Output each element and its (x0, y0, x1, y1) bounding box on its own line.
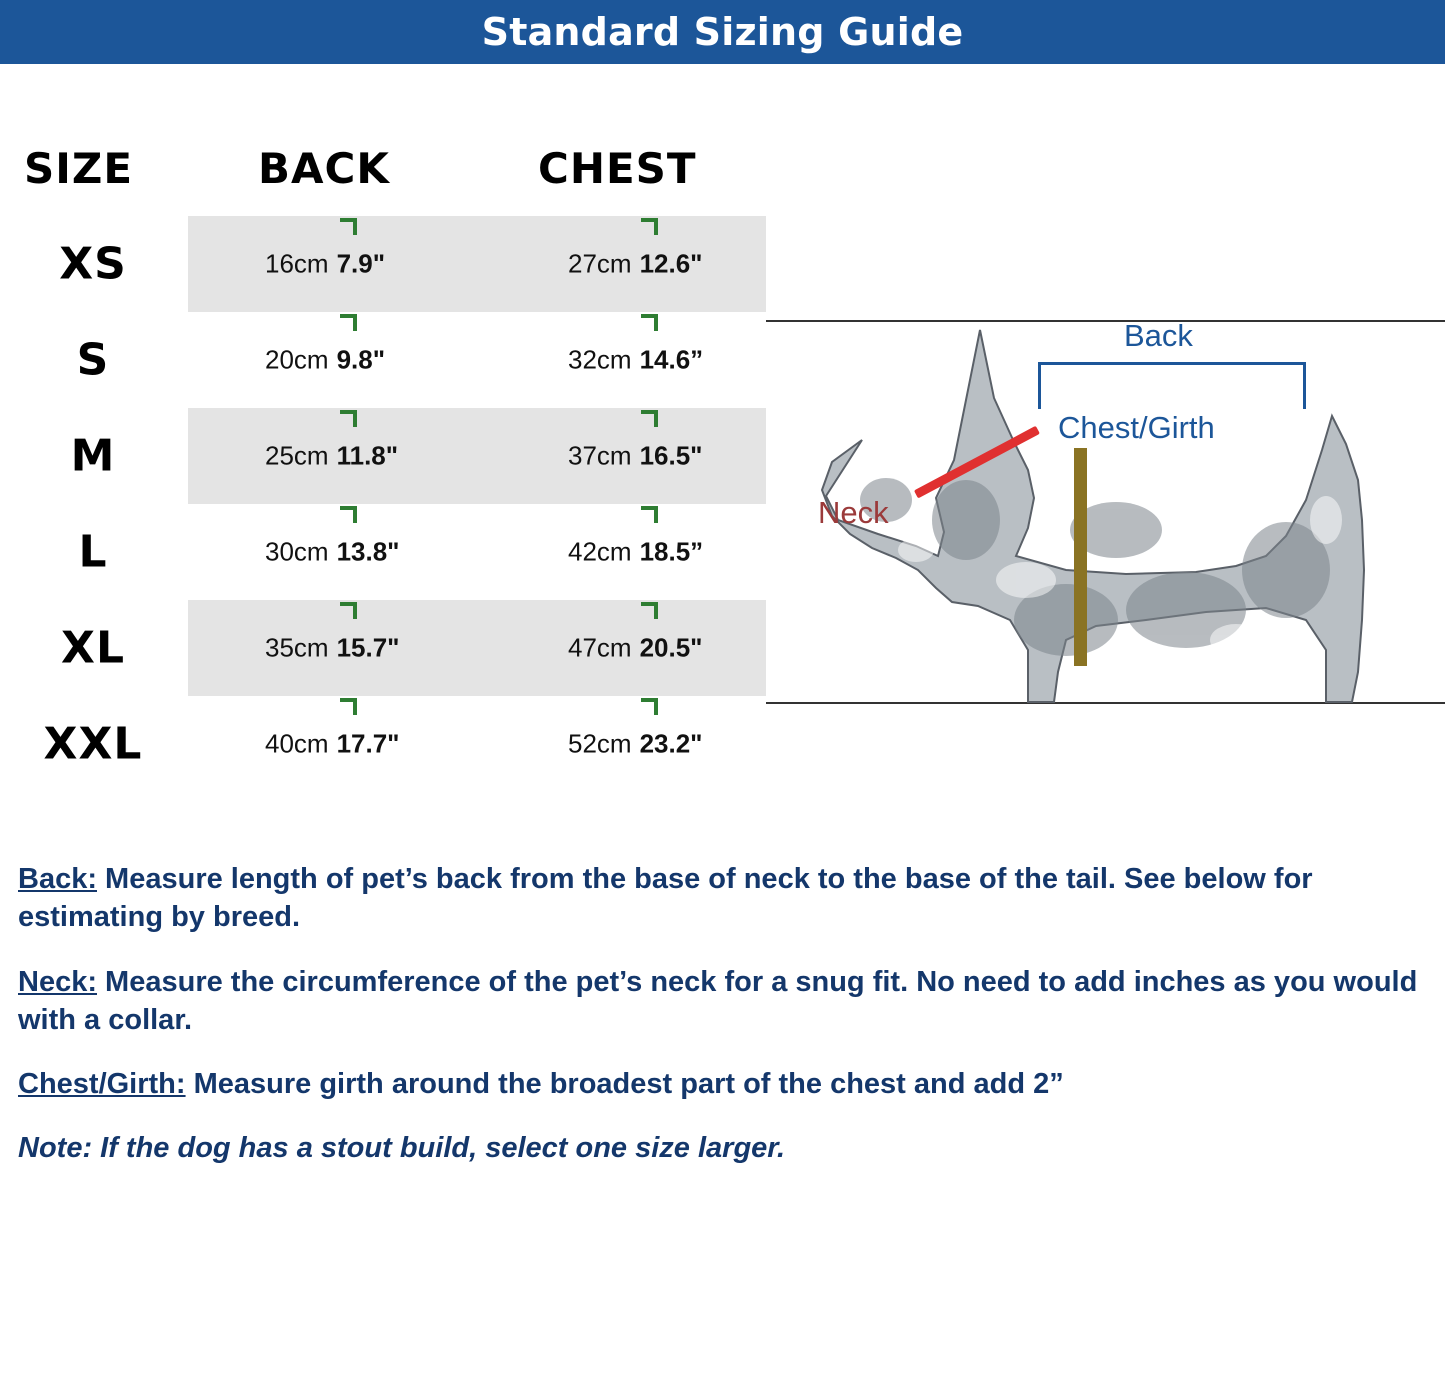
neck-measurement-label: Neck (818, 495, 889, 530)
row-chest-value (568, 249, 703, 280)
chest-in: 12.6" (639, 248, 703, 279)
table-column-headers (0, 144, 790, 204)
corner-tick-icon (340, 410, 357, 427)
row-back-value (265, 441, 398, 472)
back-in: 17.7" (336, 728, 400, 759)
note-back (18, 860, 1428, 937)
chest-cm: 32cm (568, 344, 632, 375)
table-row (0, 696, 790, 792)
back-in: 7.9" (336, 248, 386, 279)
chest-cm: 37cm (568, 440, 632, 471)
sizing-table (0, 64, 790, 824)
back-cm: 25cm (265, 440, 329, 471)
column-header-chest: CHEST (538, 144, 697, 193)
corner-tick-icon (641, 506, 658, 523)
back-measurement-label: Back (1124, 318, 1193, 353)
row-size-label: M (70, 430, 116, 482)
table-row (0, 504, 790, 600)
corner-tick-icon (641, 314, 658, 331)
corner-tick-icon (641, 602, 658, 619)
row-chest-value (568, 537, 703, 568)
chest-cm: 52cm (568, 728, 632, 759)
corner-tick-icon (340, 314, 357, 331)
note-back-term: Back: (18, 863, 97, 895)
note-neck-text: Measure the circumference of the pet’s neck for a snug fit. No need to add inches as you would with a collar. (18, 965, 1418, 1036)
chest-cm: 42cm (568, 536, 632, 567)
page-header (0, 0, 1445, 64)
column-header-size: SIZE (24, 144, 134, 193)
chest-girth-measurement-bar (1074, 448, 1087, 666)
back-measurement-bracket (1038, 362, 1306, 409)
row-chest-value (568, 441, 703, 472)
page-title: Standard Sizing Guide (481, 10, 964, 54)
row-size-label: XS (59, 238, 127, 290)
table-row (0, 600, 790, 696)
corner-tick-icon (641, 410, 658, 427)
row-back-value (265, 345, 385, 376)
chest-in: 16.5" (639, 440, 703, 471)
row-chest-value (568, 729, 703, 760)
dog-measurement-diagram (766, 320, 1445, 765)
chest-cm: 47cm (568, 632, 632, 663)
note-neck (18, 963, 1428, 1040)
table-row (0, 312, 790, 408)
row-size-label: XXL (43, 718, 143, 770)
row-back-value (265, 633, 400, 664)
row-chest-value (568, 345, 703, 376)
row-back-value (265, 729, 400, 760)
row-back-value (265, 249, 385, 280)
back-cm: 40cm (265, 728, 329, 759)
chest-cm: 27cm (568, 248, 632, 279)
note-chest (18, 1065, 1428, 1103)
table-row (0, 408, 790, 504)
note-back-text: Measure length of pet’s back from the base of neck to the base of the tail. See below for estimating by breed. (18, 863, 1313, 934)
back-cm: 20cm (265, 344, 329, 375)
corner-tick-icon (340, 602, 357, 619)
table-row (0, 216, 790, 312)
row-size-label: XL (61, 622, 125, 674)
note-footnote: Note: If the dog has a stout build, select one size larger. (18, 1132, 786, 1165)
note-chest-text: Measure girth around the broadest part of the chest and add 2” (185, 1068, 1064, 1101)
row-chest-value (568, 633, 703, 664)
back-in: 11.8" (336, 440, 399, 471)
table-body (0, 216, 790, 792)
row-size-label: L (78, 526, 108, 578)
back-cm: 30cm (265, 536, 329, 567)
back-in: 9.8" (336, 344, 386, 375)
measurement-instructions (18, 860, 1428, 1194)
chest-in: 20.5" (639, 632, 703, 663)
row-size-label: S (76, 334, 110, 386)
corner-tick-icon (340, 506, 357, 523)
back-cm: 35cm (265, 632, 329, 663)
corner-tick-icon (641, 698, 658, 715)
chest-in: 18.5” (639, 536, 704, 567)
back-cm: 16cm (265, 248, 329, 279)
column-header-back: BACK (258, 144, 390, 193)
corner-tick-icon (340, 218, 357, 235)
back-in: 13.8" (336, 536, 400, 567)
back-in: 15.7" (336, 632, 400, 663)
corner-tick-icon (641, 218, 658, 235)
chest-in: 14.6” (639, 344, 704, 375)
note-chest-term: Chest/Girth: (18, 1068, 186, 1101)
note-neck-term: Neck: (18, 965, 97, 998)
chest-in: 23.2" (639, 728, 703, 759)
row-back-value (265, 537, 400, 568)
chest-measurement-label: Chest/Girth (1058, 410, 1215, 445)
corner-tick-icon (340, 698, 357, 715)
